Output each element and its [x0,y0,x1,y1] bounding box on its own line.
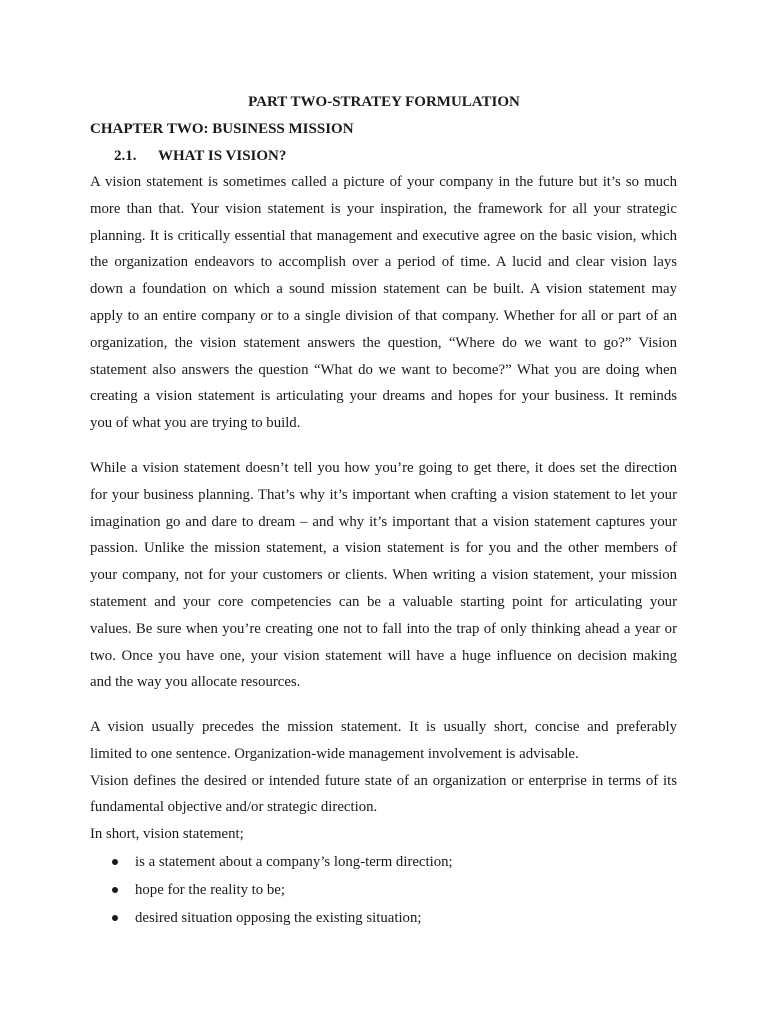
paragraph-line: your company, not for your customers or clients. When writing a vision statement, your mission [90,567,677,584]
paragraph-line: more than that. Your vision statement is your inspiration, the framework for all your strategic [90,200,677,217]
paragraph-line: for your business planning. That’s why it’s important when crafting a vision statement to let your [90,486,677,503]
paragraph-line: apply to an entire company or to a single division of that company. Whether for all or part of an [90,307,677,324]
paragraph-line: organization, the vision statement answers the question, “Where do we want to go?” Vision [90,334,677,351]
paragraph-line: and the way you allocate resources. [90,674,301,691]
paragraph-line: statement also answers the question “What do we want to become?” What you are doing when [90,361,677,378]
section-number: 2.1. [114,148,137,164]
paragraph-line: creating a vision statement is articulating your dreams and hopes for your business. It reminds [90,388,677,405]
section-heading [114,146,286,166]
bullet-icon [112,887,118,893]
paragraph-line: A vision statement is sometimes called a picture of your company in the future but it’s so much [90,174,677,190]
list-item-text: desired situation opposing the existing situation; [135,910,422,926]
paragraph-line: Vision defines the desired or intended future state of an organization or enterprise in terms of its [90,772,677,789]
list-item [90,876,677,904]
paragraph-line: A vision usually precedes the mission statement. It is usually short, concise and preferably [90,719,677,735]
bullet-icon [112,859,118,865]
paragraph-vision-intro [90,169,677,437]
paragraph-line: down a foundation on which a sound mission statement can be built. A vision statement may [90,281,677,298]
paragraph-line: you of what you are trying to build. [90,415,301,432]
paragraph-line: passion. Unlike the mission statement, a vision statement is for you and the other members of [90,540,677,557]
list-item [90,904,677,932]
paragraph-line: the organization endeavors to accomplish over a period of time. A lucid and clear vision lays [90,254,677,271]
vision-bullet-list [90,848,677,932]
chapter-title: CHAPTER TWO: BUSINESS MISSION [90,121,354,137]
section-title: WHAT IS VISION? [158,148,287,164]
part-title: PART TWO-STRATEY FORMULATION [248,94,520,110]
paragraph-line: fundamental objective and/or strategic direction. [90,799,378,816]
paragraph-line: two. Once you have one, your vision statement will have a huge influence on decision making [90,647,677,664]
paragraph-line: values. Be sure when you’re creating one not to fall into the trap of only thinking ahead a year or [90,620,677,637]
paragraph-line: imagination go and dare to dream – and why it’s important that a vision statement captures your [90,513,677,530]
paragraph-line: planning. It is critically essential that management and executive agree on the basic vision, which [90,227,677,244]
paragraph-line: statement and your core competencies can be a valuable starting point for articulating your [90,593,677,610]
paragraph-vision-precedes [90,714,677,848]
bullet-icon [112,915,118,921]
list-item [90,848,677,876]
paragraph-line: limited to one sentence. Organization-wide management involvement is advisable. [90,745,579,762]
paragraph-line: In short, vision statement; [90,826,244,843]
list-item-text: is a statement about a company’s long-term direction; [135,854,453,870]
paragraph-line: While a vision statement doesn’t tell you how you’re going to get there, it does set the direction [90,460,677,476]
paragraph-vision-direction [90,455,677,696]
list-item-text: hope for the reality to be; [135,882,285,898]
